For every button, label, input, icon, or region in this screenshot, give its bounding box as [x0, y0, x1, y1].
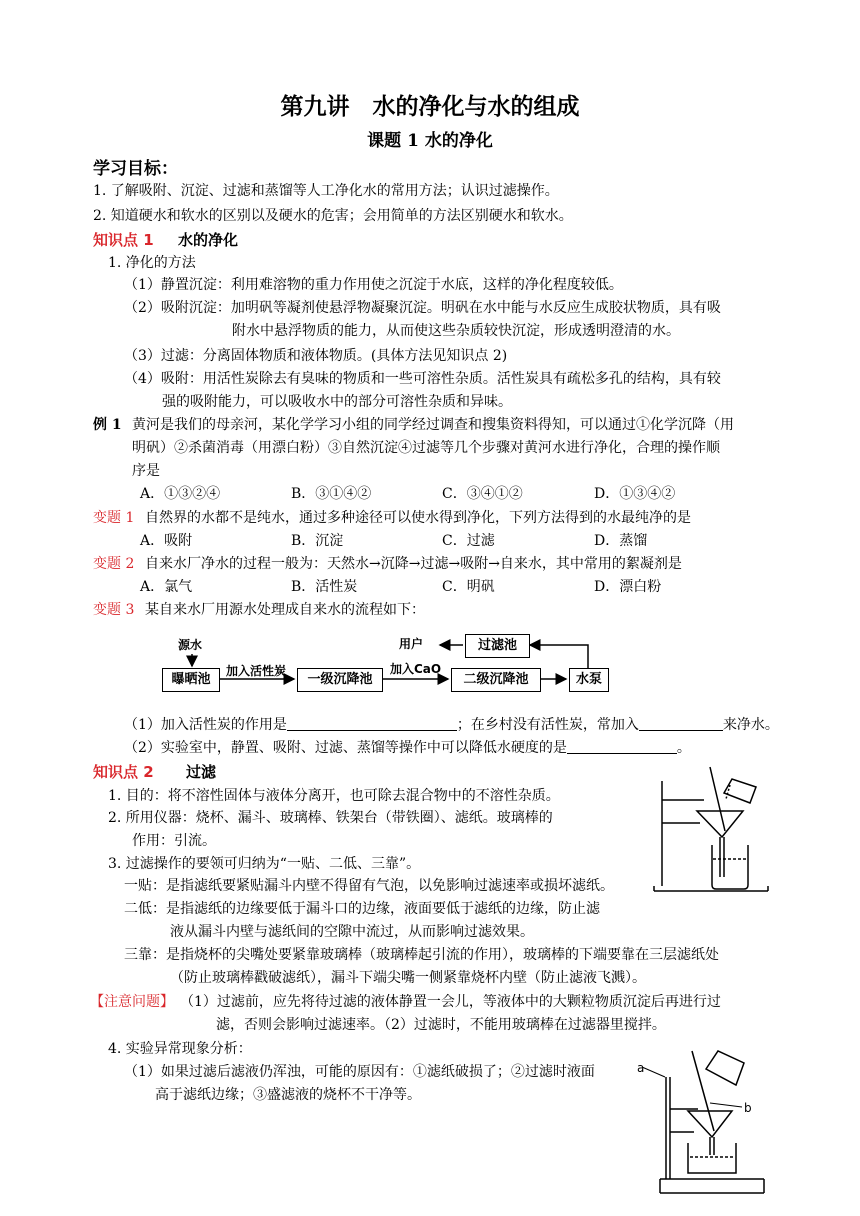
goal-item: 2. 知道硬水和软水的区别以及硬水的危害；会用简单的方法区别硬水和软水。 — [93, 208, 573, 224]
answer-blank[interactable] — [567, 739, 677, 754]
answer-blank[interactable] — [639, 716, 723, 731]
k2-line: 4. 实验异常现象分析： — [108, 1041, 252, 1057]
flow-pool3: 二级沉降池 — [451, 668, 541, 692]
figure-label-b: b — [744, 1101, 752, 1115]
var1-option: D．蒸馏 — [594, 533, 648, 549]
flow-add2-label: 加入CaO — [390, 662, 442, 676]
k2-note: （1）过滤前，应先将待过滤的液体静置一会儿，等液体中的大颗粒物质沉淀后再进行过 — [180, 994, 721, 1010]
ex1-line: 黄河是我们的母亲河，某化学学习小组的同学经过调查和搜集资料得知，可以通过①化学沉降（用 — [132, 417, 734, 433]
var3-text: 某自来水厂用源水处理成自来水的流程如下： — [145, 602, 425, 618]
k2-line: 高于滤纸边缘；③盛滤液的烧杯不干净等。 — [155, 1087, 421, 1103]
k2-line: 二低：是指滤纸的边缘要低于漏斗口的边缘，液面要低于滤纸的边缘，防止滤 — [124, 901, 600, 917]
k2-line: （1）如果过滤后滤液仍浑浊，可能的原因有：①滤纸破损了；②过滤时液面 — [124, 1064, 595, 1080]
answer-blank[interactable] — [287, 716, 457, 731]
k2-note-tag: 【注意问题】 — [90, 994, 174, 1010]
flow-pump: 水泵 — [569, 668, 609, 692]
k2-note: 滤，否则会影响过滤速率。（2）过滤时，不能用玻璃棒在过滤器里搅拌。 — [216, 1017, 666, 1033]
flow-add1-label: 加入活性炭 — [226, 664, 287, 678]
var3-q1 — [124, 715, 779, 735]
flow-pool1: 曝晒池 — [162, 668, 220, 692]
k1-sub: 1. 净化的方法 — [108, 255, 196, 271]
var3-q2 — [124, 738, 691, 758]
var1-option: B．沉淀 — [291, 533, 344, 549]
k2-line: 2. 所用仪器：烧杯、漏斗、玻璃棒、铁架台（带铁圈）、滤纸。玻璃棒的 — [108, 810, 553, 826]
k1-line: 附水中悬浮物质的能力，从而使这些杂质较快沉淀，形成透明澄清的水。 — [232, 323, 680, 339]
k2-line: 液从漏斗内壁与滤纸间的空隙中流过，从而影响过滤效果。 — [170, 924, 534, 940]
var3-q1-part2: ；在乡村没有活性炭，常加入 — [456, 717, 639, 733]
filtration-apparatus-illustration-2 — [636, 1045, 776, 1205]
k2-line: 3. 过滤操作的要领可归纳为“一贴、二低、三靠”。 — [108, 856, 421, 872]
k2-line: 作用：引流。 — [132, 833, 216, 849]
var3-q2-part2: 。 — [676, 740, 691, 756]
k2-line: 1. 目的：将不溶性固体与液体分离开，也可除去混合物中的不溶性杂质。 — [108, 788, 560, 804]
ex1-option: C．③④①② — [442, 486, 523, 502]
filtration-apparatus-illustration — [652, 765, 770, 895]
var1-option: C．过滤 — [442, 533, 495, 549]
k1-line: （4）吸附：用活性炭除去有臭味的物质和一些可溶性杂质。活性炭具有疏松多孔的结构，具有较 — [124, 371, 721, 387]
ex1-line: 序是 — [132, 463, 160, 479]
flow-source-label: 源水 — [178, 638, 203, 652]
k2-line: 三靠：是指烧杯的尖嘴处要紧靠玻璃棒（玻璃棒起引流的作用），玻璃棒的下端要靠在三层滤纸处 — [124, 947, 719, 963]
var3-q1-part3: 来净水。 — [722, 717, 779, 733]
figure-label-a: a — [637, 1061, 645, 1075]
flow-user-label: 用户 — [399, 637, 424, 651]
var1-tag: 变题 1 — [93, 510, 135, 526]
var1-text: 自然界的水都不是纯水，通过多种途径可以使水得到净化，下列方法得到的水最纯净的是 — [145, 510, 691, 526]
var2-text: 自来水厂净水的过程一般为：天然水→沉降→过滤→吸附→自来水，其中常用的絮凝剂是 — [145, 556, 682, 572]
flow-diagram — [150, 626, 630, 698]
k2-line: 一贴：是指滤纸要紧贴漏斗内壁不得留有气泡，以免影响过滤速率或损坏滤纸。 — [124, 878, 614, 894]
var2-option: B．活性炭 — [291, 579, 358, 595]
var2-option: A．氯气 — [140, 579, 193, 595]
flow-filter: 过滤池 — [465, 634, 530, 658]
flow-pool2: 一级沉降池 — [297, 668, 383, 692]
k1-line: （3）过滤：分离固体物质和液体物质。(具体方法见知识点 2) — [124, 348, 508, 364]
page-title: 第九讲 水的净化与水的组成 — [280, 94, 580, 120]
k2-tag: 知识点 2 — [93, 763, 154, 781]
var1-option: A．吸附 — [140, 533, 193, 549]
k1-line: 强的吸附能力，可以吸收水中的部分可溶性杂质和异味。 — [162, 394, 512, 410]
ex1-line: 明矾）②杀菌消毒（用漂白粉）③自然沉淀④过滤等几个步骤对黄河水进行净化，合理的操作顺 — [132, 440, 720, 456]
ex1-option: B．③①④② — [291, 486, 372, 502]
ex1-option: A．①③②④ — [140, 486, 221, 502]
goals-heading: 学习目标： — [93, 159, 178, 179]
k1-line: （2）吸附沉淀：加明矾等凝剂使悬浮物凝聚沉淀。明矾在水中能与水反应生成胶状物质，具有吸 — [124, 300, 721, 316]
var3-q2-part1: （2）实验室中，静置、吸附、过滤、蒸馏等操作中可以降低水硬度的是 — [124, 740, 567, 756]
k1-line: （1）静置沉淀：利用难溶物的重力作用使之沉淀于水底，这样的净化程度较低。 — [124, 277, 623, 293]
var3-q1-part1: （1）加入活性炭的作用是 — [124, 717, 287, 733]
ex1-option: D．①③④② — [594, 486, 676, 502]
k1-tag: 知识点 1 — [93, 231, 154, 249]
var3-tag: 变题 3 — [93, 602, 135, 618]
var2-option: D．漂白粉 — [594, 579, 662, 595]
page-subtitle: 课题 1 水的净化 — [367, 131, 493, 151]
var2-tag: 变题 2 — [93, 556, 135, 572]
k2-line: （防止玻璃棒戳破滤纸），漏斗下端尖嘴一侧紧靠烧杯内壁（防止滤液飞溅）。 — [170, 970, 646, 986]
k2-title: 过滤 — [186, 763, 217, 781]
ex1-tag: 例 1 — [93, 417, 122, 433]
goal-item: 1. 了解吸附、沉淀、过滤和蒸馏等人工净化水的常用方法；认识过滤操作。 — [93, 183, 559, 199]
var2-option: C．明矾 — [442, 579, 495, 595]
k1-title: 水的净化 — [178, 231, 239, 249]
